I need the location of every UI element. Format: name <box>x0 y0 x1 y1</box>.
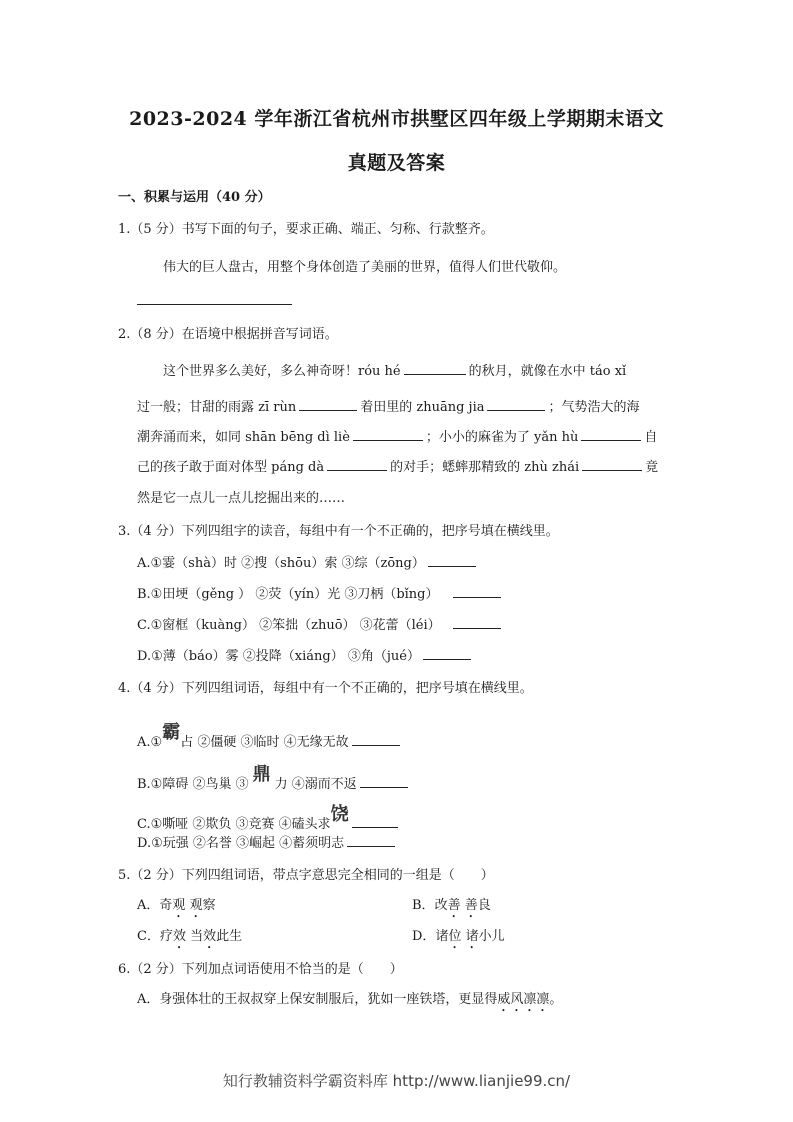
q3-option-text: B.①田埂（gěng ） ②荧（yín）光 ③刀柄（bǐng） <box>137 587 439 602</box>
q3-stem: 3.（4 分）下列四组字的读音，每组中有一个不正确的，把序号填在横线里。 <box>118 524 559 539</box>
q2-text: 着田里的 zhuāng jia <box>360 400 485 415</box>
q6-stem: 6.（2 分）下列加点词语使用不恰当的是（ ） <box>118 962 403 977</box>
q2-text: ；小小的麻雀为了 yǎn hù <box>425 430 579 445</box>
q5-option-d[interactable] <box>412 925 505 952</box>
q2-text: 过一般；甘甜的雨露 zī rùn <box>137 400 297 415</box>
q5-text: 小儿 <box>478 929 505 944</box>
q5-text: 疗 <box>159 929 173 944</box>
q5-dotted-character: 观 <box>189 898 203 913</box>
q4-answer-blank-b[interactable] <box>360 775 408 788</box>
q3-option-text: A.①霎（shà）时 ②搜（shōu）索 ③综（zōng） <box>137 556 425 571</box>
q5-text: 改 <box>434 898 448 913</box>
q3-answer-blank-d[interactable] <box>423 647 471 660</box>
q5-dotted-character: 善 <box>464 898 478 913</box>
q2-blank-zhuangjia[interactable] <box>487 398 545 411</box>
q2-text: 的对手；蟋蟀那精致的 zhù zhái <box>390 460 580 475</box>
q5-option-b[interactable] <box>412 894 491 921</box>
q5-dotted-character: 效 <box>203 929 217 944</box>
q4-option-b <box>137 760 411 792</box>
q3-option-text: C.①窗框（kuàng） ②笨拙（zhuō） ③花蕾（léi） <box>137 618 441 633</box>
q4-option-text: C.①嘶哑 ②欺负 ③竞赛 ④磕头求 <box>137 817 331 832</box>
q2-blank-zhuzhai[interactable] <box>582 458 642 471</box>
q6-option-text: A．身强体壮的王叔叔穿上保安制服后，犹如一座铁塔，更显得 <box>137 992 498 1007</box>
q5-dotted-character: 善 <box>447 898 461 913</box>
q4-option-c <box>137 800 401 832</box>
q2-text: 竟 <box>645 460 659 475</box>
q3-answer-blank-c[interactable] <box>453 616 501 629</box>
q5-text: 良 <box>477 898 491 913</box>
q4-stem: 4.（4 分）下列四组词语，每组中有一个不正确的，把序号填在横线里。 <box>118 681 533 696</box>
section-heading: 一、积累与运用（40 分） <box>118 190 271 205</box>
q5-text: 察 <box>202 898 216 913</box>
q2-blank-shanbengdilie[interactable] <box>353 428 423 441</box>
q5-text: 诸 <box>435 929 449 944</box>
q5-text: 此生 <box>216 929 243 944</box>
q3-option-d <box>137 645 474 664</box>
q2-blank-yanhu[interactable] <box>581 428 641 441</box>
q2-line-5: 然是它一点儿一点儿挖掘出来的…… <box>137 491 346 506</box>
q5-dotted-character: 观 <box>172 898 186 913</box>
q4-answer-blank-c[interactable] <box>352 815 398 828</box>
q5-dotted-character: 诸 <box>465 929 479 944</box>
q4-option-text: A.① <box>137 735 163 750</box>
q2-line-2 <box>137 396 640 415</box>
q3-option-a <box>137 552 479 571</box>
q2-stem: 2.（8 分）在语境中根据拼音写词语。 <box>118 327 338 342</box>
q6-option-a[interactable] <box>137 988 562 1015</box>
q4-answer-blank-a[interactable] <box>352 733 400 746</box>
q2-text: 己的孩子敢于面对体型 páng dà <box>137 460 325 475</box>
q4-option-text: 力 ④溺而不返 <box>274 777 357 792</box>
q6-dotted-phrase: 威风凛凛 <box>497 992 550 1007</box>
q4-option-text: B.①障碍 ②鸟巢 ③ <box>137 777 249 792</box>
q5-option-label: B． <box>412 898 435 913</box>
q4-image-character: 饶 <box>330 804 349 825</box>
q5-option-a[interactable] <box>137 894 216 921</box>
q1-sentence: 伟大的巨人盘古，用整个身体创造了美丽的世界，值得人们世代敬仰。 <box>163 260 567 275</box>
q4-option-d <box>137 832 398 851</box>
q2-blank-rouhe[interactable] <box>404 362 466 375</box>
document-title-line-1: 2023-2024 学年浙江省杭州市拱墅区四年级上学期期末语文 <box>129 108 664 130</box>
q5-dotted-character: 位 <box>448 929 462 944</box>
q2-text: 这个世界多么美好，多么神奇呀！róu hé <box>163 364 401 379</box>
q6-option-text: 。 <box>549 992 563 1007</box>
q5-option-label: A． <box>137 898 160 913</box>
q2-text: 自 <box>644 430 658 445</box>
q3-option-c <box>137 614 504 633</box>
q3-answer-blank-a[interactable] <box>428 554 476 567</box>
q5-dotted-character: 效 <box>172 929 186 944</box>
q4-option-a <box>137 718 403 750</box>
footer-watermark: 知行教辅资料学霸资料库 http://www.lianjie99.cn/ <box>222 1072 571 1090</box>
q4-option-text: 占 ②僵硬 ③临时 ④无缘无故 <box>180 735 349 750</box>
q5-option-label: C． <box>137 929 160 944</box>
q5-stem: 5.（2 分）下列四组词语，带点字意思完全相同的一组是（ ） <box>118 868 494 883</box>
q4-image-character: 鼎 <box>252 764 271 785</box>
q2-line-3 <box>137 426 657 445</box>
q5-text: 奇 <box>159 898 173 913</box>
q3-option-text: D.①薄（báo）雾 ②投降（xiáng） ③角（jué） <box>137 649 420 664</box>
q5-option-c[interactable] <box>137 925 242 952</box>
q2-blank-pangda[interactable] <box>327 458 387 471</box>
q4-answer-blank-d[interactable] <box>347 834 395 847</box>
q5-option-label: D． <box>412 929 436 944</box>
q1-stem: 1.（5 分）书写下面的句子，要求正确、端正、匀称、行款整齐。 <box>118 222 494 237</box>
q5-text: 当 <box>190 929 204 944</box>
q2-line-1 <box>163 360 626 379</box>
document-title-line-2: 真题及答案 <box>347 152 446 174</box>
q4-option-text: D.①玩强 ②名誉 ③崛起 ④蓄须明志 <box>137 836 345 851</box>
q3-option-b <box>137 583 504 602</box>
q2-text: 的秋月，就像在水中 táo xǐ <box>468 364 627 379</box>
q1-writing-line[interactable] <box>137 304 292 305</box>
q3-answer-blank-b[interactable] <box>453 585 501 598</box>
q2-text: 潮奔涌而来，如同 shān bēng dì liè <box>137 430 350 445</box>
q2-line-4 <box>137 456 658 475</box>
q4-image-character: 霸 <box>162 722 181 743</box>
q2-text: ；气势浩大的海 <box>548 400 640 415</box>
q2-blank-zirun[interactable] <box>299 398 357 411</box>
